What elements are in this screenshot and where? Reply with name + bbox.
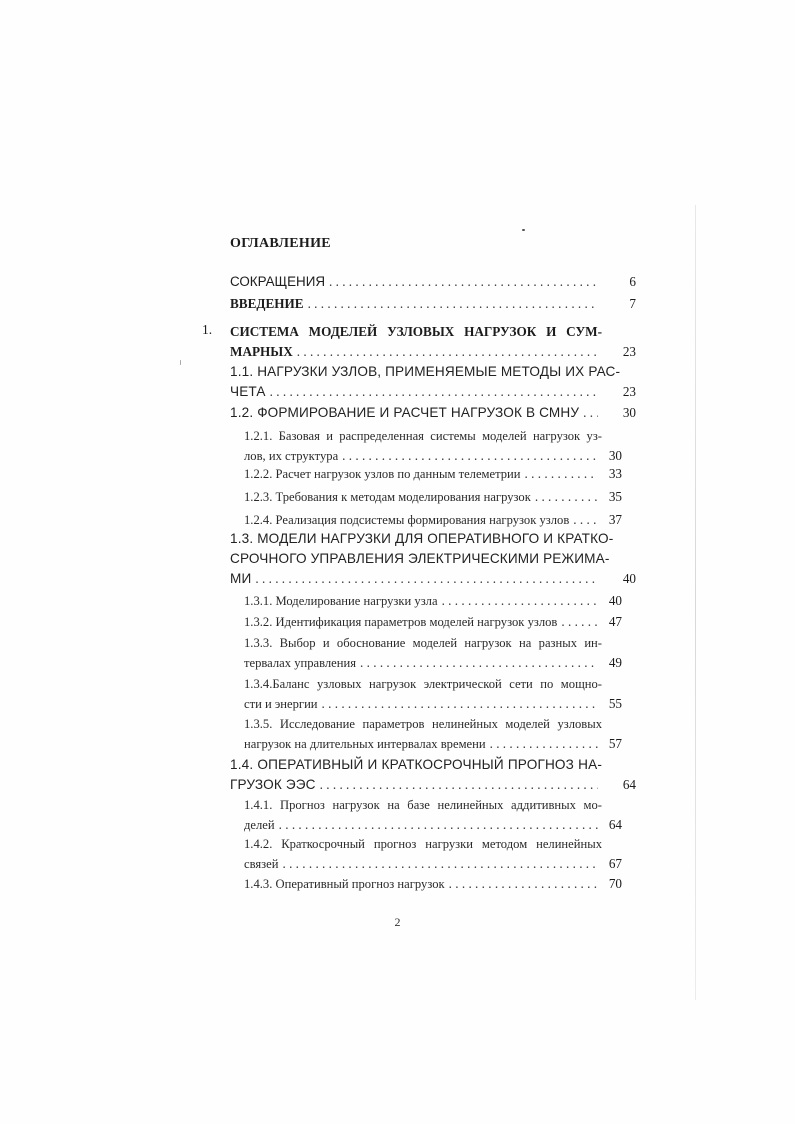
toc-entry-title: 1.2.3. Требования к методам моделирования нагрузок <box>244 490 531 504</box>
toc-page-number: 40 <box>608 593 622 608</box>
toc-entry-title-cont: СРОЧНОГО УПРАВЛЕНИЯ ЭЛЕКТРИЧЕСКИМИ РЕЖИМА- <box>230 551 610 566</box>
toc-entry-title: 1.2.2. Расчет нагрузок узлов по данным телеметрии <box>244 467 521 481</box>
toc-page-number: 35 <box>608 489 622 504</box>
toc-entry[interactable] <box>244 487 622 507</box>
toc-page-number: 6 <box>629 274 636 289</box>
toc-page-number: 55 <box>608 696 622 711</box>
toc-entry-title: 1.3.5. Исследование параметров нелинейных моделей узловых <box>244 717 602 731</box>
toc-entry[interactable] <box>244 591 622 611</box>
toc-entry[interactable] <box>230 529 636 589</box>
toc-entry[interactable] <box>244 633 622 673</box>
dot-leader <box>442 591 598 611</box>
toc-entry-title: 1.4.3. Оперативный прогноз нагрузок <box>244 877 445 891</box>
chapter-number: 1. <box>202 322 213 337</box>
dot-leader <box>282 854 598 874</box>
toc-entry-title: СИСТЕМА МОДЕЛЕЙ УЗЛОВЫХ НАГРУЗОК И СУМ- <box>230 324 602 339</box>
toc-entry-title-cont: лов, их структура <box>244 449 339 463</box>
toc-page-number: 40 <box>622 571 636 586</box>
toc-page-number: 49 <box>608 655 622 670</box>
toc-entry[interactable] <box>230 272 636 292</box>
dot-leader <box>255 569 598 589</box>
toc-entry-title: 1.3. МОДЕЛИ НАГРУЗКИ ДЛЯ ОПЕРАТИВНОГО И КРАТКО- <box>230 531 614 546</box>
toc-page-number: 64 <box>608 817 622 832</box>
toc-entry-title: 1.3.4.Баланс узловых нагрузок электрической сети по мощно- <box>244 677 602 691</box>
toc-entry[interactable] <box>244 426 622 466</box>
toc-entry-title-cont: делей <box>244 818 275 832</box>
toc-page-number: 70 <box>608 876 622 891</box>
toc-entry[interactable] <box>244 464 622 484</box>
toc-entry-title-cont: МИ <box>230 571 252 586</box>
dot-leader <box>297 342 598 362</box>
page-number: 2 <box>394 915 401 929</box>
toc-page-number: 33 <box>608 466 622 481</box>
toc-page-number: 23 <box>622 344 636 359</box>
toc-heading: ОГЛАВЛЕНИЕ <box>230 236 331 251</box>
toc-entry[interactable] <box>230 362 636 402</box>
toc-page-number: 47 <box>608 614 622 629</box>
toc-entry[interactable] <box>230 755 636 795</box>
dot-leader <box>490 734 598 754</box>
toc-entry[interactable] <box>230 322 636 362</box>
toc-entry-title: 1.3.2. Идентификация параметров моделей нагрузок узлов <box>244 615 558 629</box>
dot-leader <box>525 464 598 484</box>
toc-entry-title-cont: нагрузок на длительных интервалах времени <box>244 737 486 751</box>
toc-page-number: 57 <box>608 736 622 751</box>
dot-leader <box>270 382 598 402</box>
dot-leader <box>308 294 598 314</box>
toc-entry[interactable] <box>230 294 636 314</box>
toc-entry-title: 1.4.1. Прогноз нагрузок на базе нелинейных аддитивных мо- <box>244 798 602 812</box>
toc-entry[interactable] <box>244 612 622 632</box>
toc-entry-title: 1.3.1. Моделирование нагрузки узла <box>244 594 438 608</box>
dot-leader <box>449 874 598 894</box>
toc-entry-title: 1.2. ФОРМИРОВАНИЕ И РАСЧЕТ НАГРУЗОК В СМНУ <box>230 405 580 420</box>
toc-entry-title-cont: связей <box>244 857 279 871</box>
dot-leader <box>583 403 598 423</box>
toc-page-number: 37 <box>608 512 622 527</box>
toc-page-number: 67 <box>608 856 622 871</box>
toc-entry-title-cont: тервалах управления <box>244 656 357 670</box>
toc-entry[interactable] <box>230 403 636 423</box>
toc-entry[interactable] <box>244 795 622 835</box>
toc-entry-title: СОКРАЩЕНИЯ <box>230 274 326 289</box>
toc-entry-title-cont: МАРНЫХ <box>230 344 293 359</box>
toc-entry-title-cont: ЧЕТА <box>230 384 266 399</box>
toc-entry[interactable] <box>244 874 622 894</box>
dot-leader <box>279 815 598 835</box>
toc-entry[interactable] <box>244 714 622 754</box>
dot-leader <box>322 694 598 714</box>
toc-entry[interactable] <box>244 674 622 714</box>
toc-page-number: 64 <box>622 777 636 792</box>
toc-entry-title: 1.4.2. Краткосрочный прогноз нагрузки методом нелинейных <box>244 837 602 851</box>
toc-entry-title: 1.4. ОПЕРАТИВНЫЙ И КРАТКОСРОЧНЫЙ ПРОГНОЗ НА- <box>230 757 602 772</box>
toc-entry-title-cont: сти и энергии <box>244 697 318 711</box>
toc-entry-title: 1.2.1. Базовая и распределенная системы моделей нагрузок уз- <box>244 429 602 443</box>
toc-entry[interactable] <box>244 510 622 530</box>
toc-entry[interactable] <box>244 834 622 874</box>
toc-page-number: 30 <box>608 448 622 463</box>
toc-entry-title: 1.1. НАГРУЗКИ УЗЛОВ, ПРИМЕНЯЕМЫЕ МЕТОДЫ ИХ РАС- <box>230 364 621 379</box>
toc-page-number: 30 <box>622 405 636 420</box>
dot-leader <box>535 487 598 507</box>
toc-entry-title: ВВЕДЕНИЕ <box>230 296 304 311</box>
toc-page-number: 23 <box>622 384 636 399</box>
dot-leader <box>360 653 598 673</box>
toc-entry-title: 1.2.4. Реализация подсистемы формирования нагрузок узлов <box>244 513 570 527</box>
dot-leader <box>320 775 598 795</box>
toc-entry-title-cont: ГРУЗОК ЭЭС <box>230 777 316 792</box>
dot-leader <box>342 446 598 466</box>
dot-leader <box>329 272 598 292</box>
toc-entry-title: 1.3.3. Выбор и обоснование моделей нагрузок на разных ин- <box>244 636 602 650</box>
toc-page-number: 7 <box>629 296 636 311</box>
